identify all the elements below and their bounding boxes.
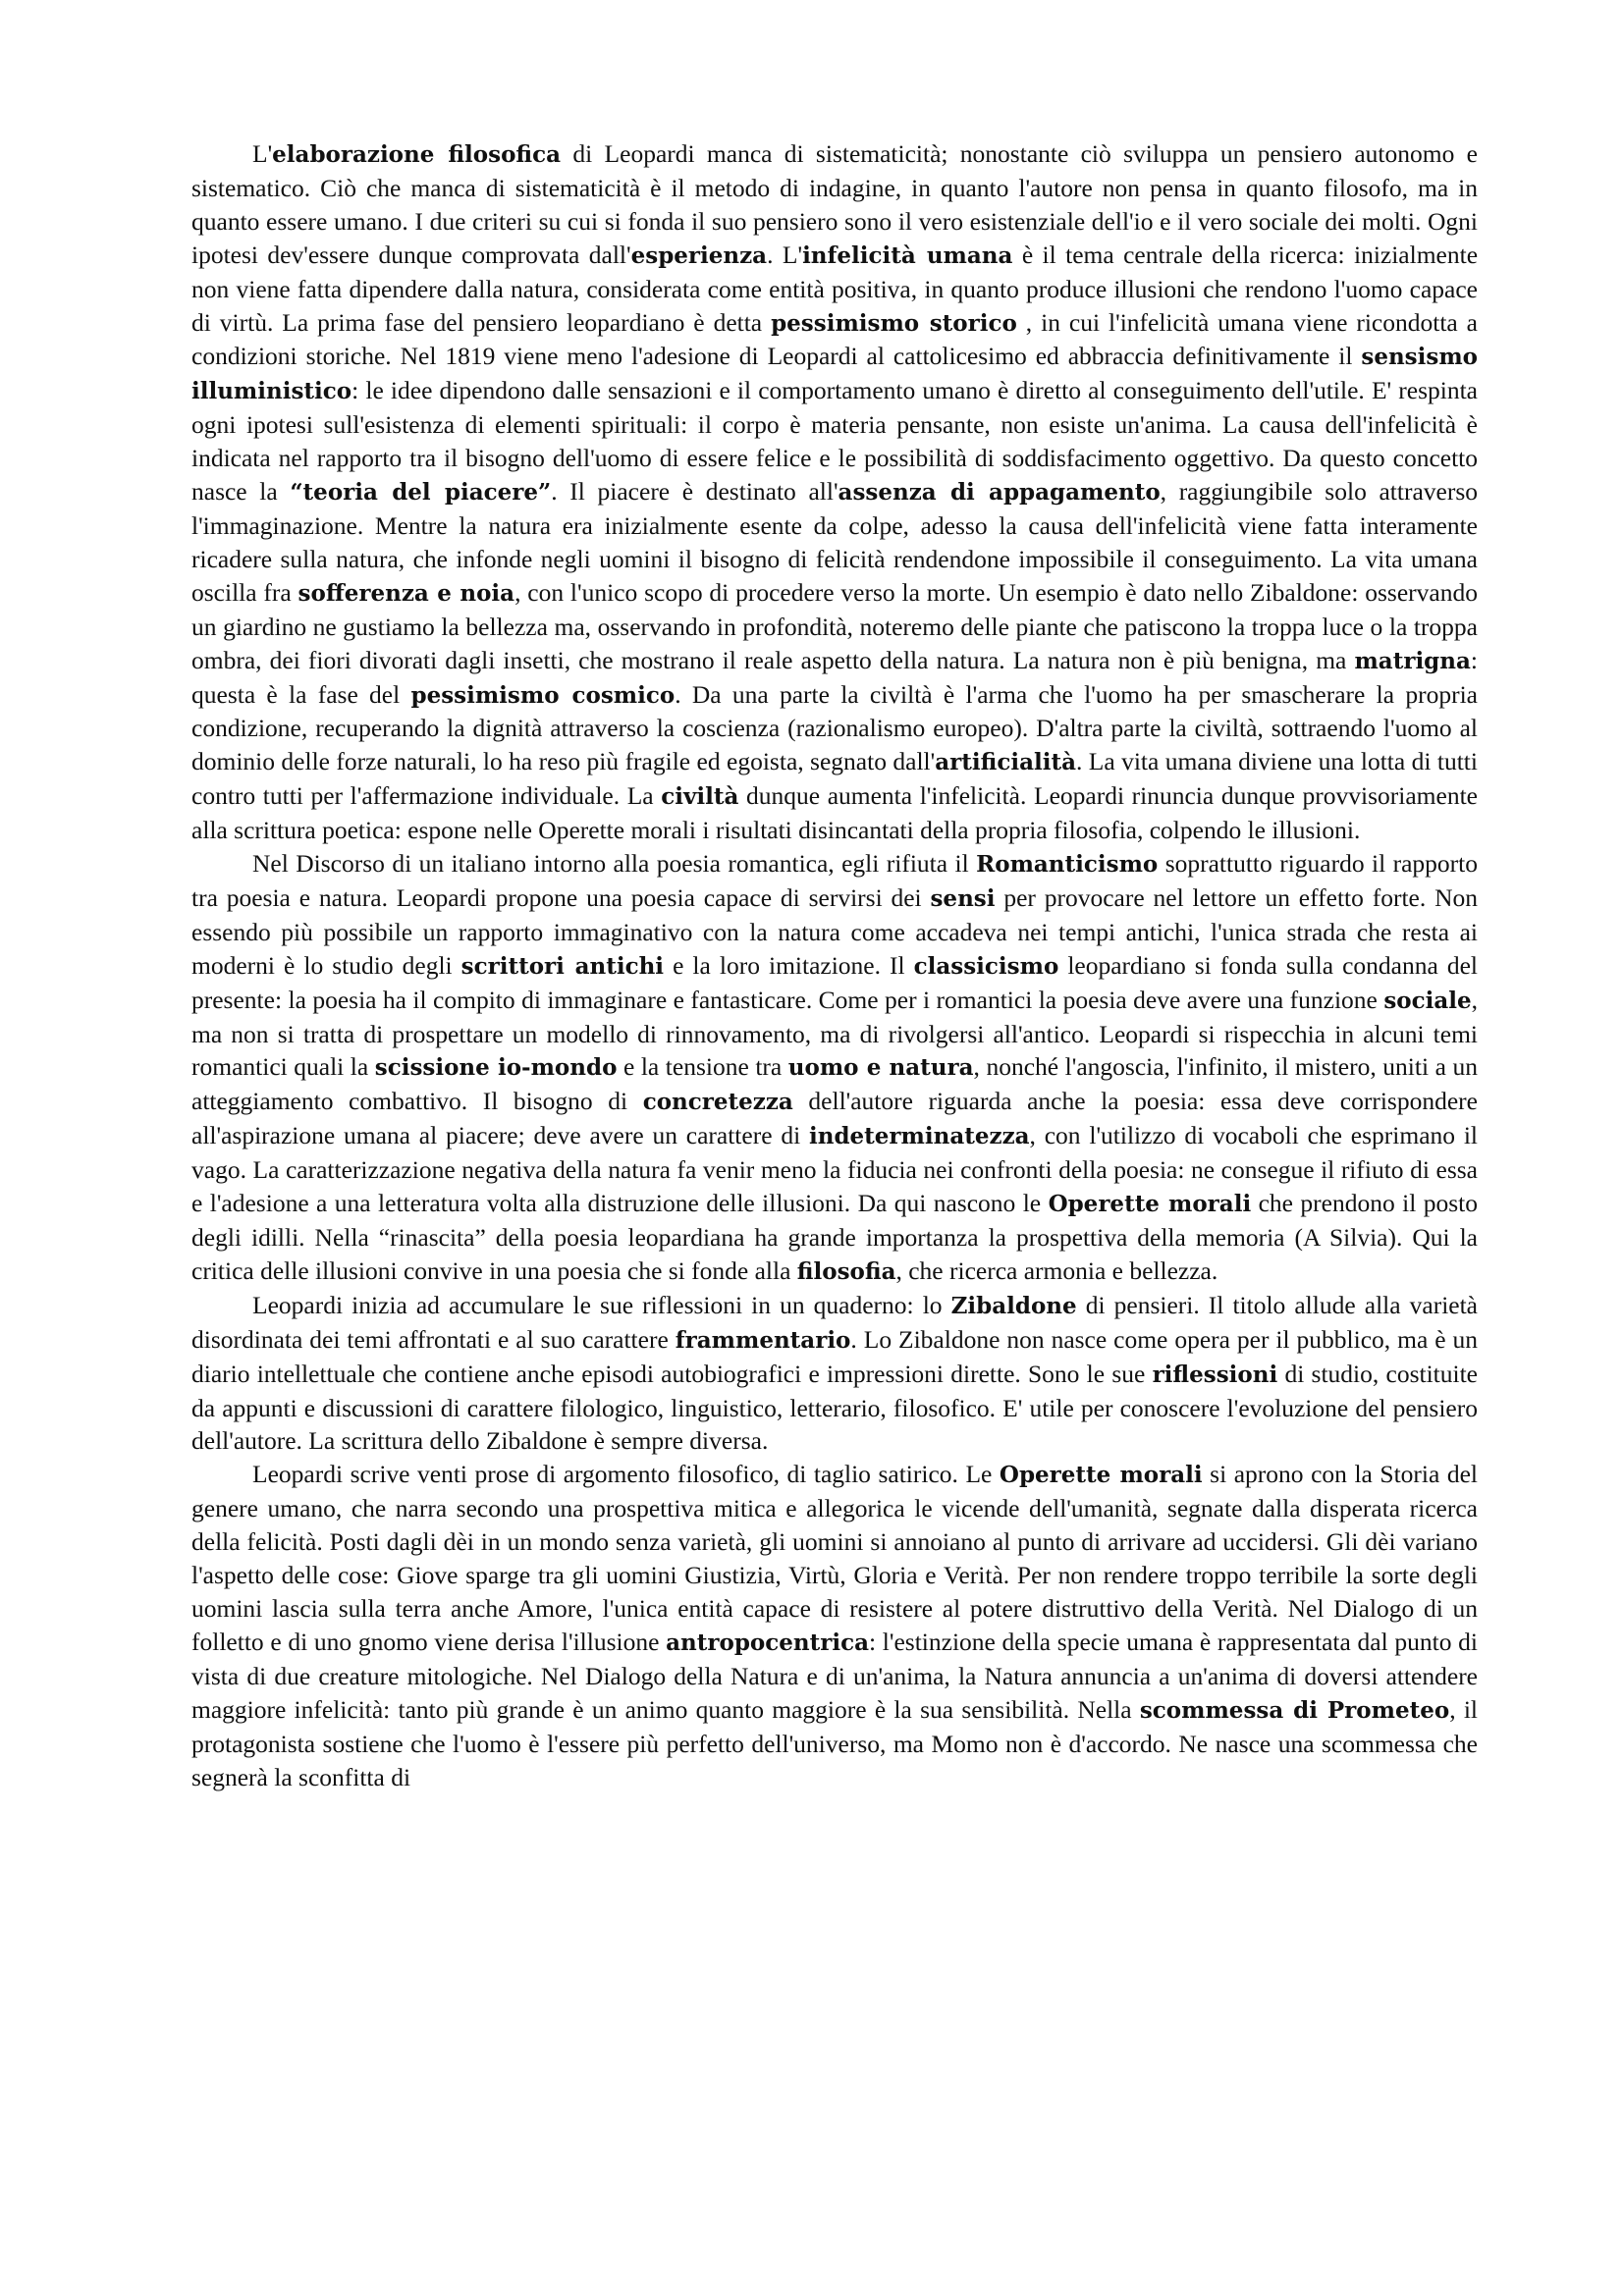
text-run: , raggiungibile solo attraverso l'immaginazione. Mentre la natura era inizialmente esente da colpe, adesso la causa dell'infelicità viene fatta interamente ricadere sulla natura, che infonde negli uomini il bisogno di felicità rendendone impossibile il conseguimento. La vita umana oscilla fra xyxy=(191,477,1478,607)
bold-term: pessimismo cosmico xyxy=(410,681,676,709)
text-run: , nonché l'angoscia, l'infinito, il mistero, uniti a un atteggiamento combattivo. Il bisogno di xyxy=(191,1052,1478,1116)
bold-term: civiltà xyxy=(661,783,739,811)
text-run: . Da una parte la civiltà è l'arma che l'uomo ha per smascherare la propria condizione, recuperando la dignità attraverso la coscienza (razionalismo europeo). D'altra parte la civiltà, sottraendo l'uomo al dominio delle forze naturali, lo ha reso più fragile ed egoista, segnato dall' xyxy=(191,679,1478,776)
bold-term: sofferenza e noia xyxy=(298,579,515,607)
text-run: . L' xyxy=(767,240,803,269)
bold-term: uomo e natura xyxy=(787,1054,974,1082)
text-run: L' xyxy=(252,139,273,168)
text-run: : le idee dipendono dalle sensazioni e il comportamento umano è diretto al conseguimento dell'utile. E' respinta ogni ipotesi sull'esistenza di elementi spirituali: il corpo è materia pensante, non esiste un'anima. La causa dell'infelicità è indicata nel rapporto tra il bisogno dell'uomo di essere felice e le possibilità di soddisfacimento oggettivo. Da questo concetto nasce la xyxy=(191,376,1478,507)
text-run: e la loro imitazione. Il xyxy=(664,950,914,980)
text-run: per provocare nel lettore un effetto forte. Non essendo più possibile un rapporto immaginativo con la natura come accadeva nei tempi antichi, l'unica strada che resta ai moderni è lo studio degli xyxy=(191,882,1478,980)
text-run: . La vita umana diviene una lotta di tutti contro tutti per l'affermazione individuale. La xyxy=(191,747,1478,811)
bold-term: sensismo illuministico xyxy=(191,344,1478,405)
text-run: : questa è la fase del xyxy=(191,645,1478,709)
bold-term: assenza di appagamento xyxy=(838,479,1161,507)
text-run: è il tema centrale della ricerca: inizialmente non viene fatta dipendere dalla natura, considerata come entità positiva, in quanto produce illusioni che rendono l'uomo capace di virtù. La prima fase del pensiero leopardiano è detta xyxy=(191,240,1479,337)
text-run: , con l'unico scopo di procedere verso la morte. Un esempio è dato nello Zibaldone: osservando un giardino ne gustiamo la bellezza ma, osservando in profondità, noteremo delle piante che patiscono la troppa luce o la troppa ombra, dei fiori divorati dagli insetti, che mostrano il reale aspetto della natura. La natura non è più benigna, ma xyxy=(191,577,1478,674)
bold-term: classicismo xyxy=(913,952,1059,980)
bold-term: filosofia xyxy=(796,1257,896,1285)
bold-term: matrigna xyxy=(1354,647,1471,674)
bold-term: pessimismo storico xyxy=(771,309,1017,337)
document-page xyxy=(191,137,1478,1793)
bold-term: antropocentrica xyxy=(666,1629,869,1656)
text-run: , in cui l'infelicità umana viene ricondotta a condizioni storiche. Nel 1819 viene meno l'adesione di Leopardi al cattolicesimo ed abbraccia definitivamente il xyxy=(191,307,1479,371)
bold-term: elaborazione filosofica xyxy=(272,141,562,168)
paragraph xyxy=(191,847,1478,1289)
paragraph xyxy=(191,1458,1478,1793)
paragraph xyxy=(191,137,1478,847)
bold-term: artificialità xyxy=(935,749,1076,776)
text-run: : l'estinzione della specie umana è rappresentata dal punto di vista di due creature mitologiche. Nel Dialogo della Natura e di un'anima, la Natura annuncia a un'anima di doversi attendere maggiore infelicità: tanto più grande è un animo quanto maggiore è la sua sensibilità. Nella xyxy=(191,1627,1478,1724)
text-run: dunque aumenta l'infelicità. Leopardi rinuncia dunque provvisoriamente alla scrittura poetica: espone nelle Operette morali i risultati disincantati della propria filosofia, colpendo le illusioni. xyxy=(191,781,1478,845)
text-run: e la tensione tra xyxy=(617,1052,788,1082)
bold-term: frammentario xyxy=(675,1326,851,1354)
text-run: . Il piacere è destinato all' xyxy=(551,477,839,507)
paragraph xyxy=(191,1289,1478,1459)
bold-term: esperienza xyxy=(630,241,768,269)
bold-term: indeterminatezza xyxy=(809,1123,1030,1150)
text-run: di studio, costituite da appunti e discussioni di carattere filologico, linguistico, letterario, filosofico. E' utile per conoscere l'evoluzione del pensiero dell'autore. La scrittura dello Zibaldone è sempre diversa. xyxy=(191,1359,1478,1456)
bold-term: scommessa di Prometeo xyxy=(1139,1696,1450,1724)
bold-term: sensi xyxy=(930,884,996,912)
bold-term: Romanticismo xyxy=(976,851,1159,879)
text-run: che prendono il posto degli idilli. Nella “rinascita” della poesia leopardiana ha grande importanza la prospettiva della memoria (A Silvia). Qui la critica delle illusioni convive in una poesia che si fonde alla xyxy=(191,1189,1479,1285)
bold-term: infelicità umana xyxy=(802,241,1013,269)
text-run: , con l'utilizzo di vocaboli che esprimano il vago. La caratterizzazione negativa della natura fa venir meno la fiducia nei confronti della poesia: ne consegue il rifiuto di essa e l'adesione a una letteratura volta alla distruzione delle illusioni. Da qui nascono le xyxy=(191,1121,1478,1218)
bold-term: scrittori antichi xyxy=(460,952,665,980)
text-run: , che ricerca armonia e bellezza. xyxy=(895,1255,1218,1285)
text-run: Leopardi inizia ad accumulare le sue riflessioni in un quaderno: lo xyxy=(252,1290,951,1319)
text-run: di Leopardi manca di sistematicità; nonostante ciò sviluppa un pensiero autonomo e sistematico. Ciò che manca di sistematicità è il metodo di indagine, in quanto l'autore non pensa in quanto filosofo, ma in quanto essere umano. I due criteri su cui si fonda il suo pensiero sono il vero esistenziale dell'io e il vero sociale dei molti. Ogni ipotesi dev'essere dunque comprovata dall' xyxy=(191,139,1478,269)
text-run: Nel Discorso di un italiano intorno alla poesia romantica, egli rifiuta il xyxy=(252,849,977,879)
bold-term: scissione io-mondo xyxy=(374,1054,618,1082)
text-run: di pensieri. Il titolo allude alla varietà disordinata dei temi affrontati e al suo carattere xyxy=(191,1290,1478,1354)
text-run: si aprono con la Storia del genere umano, che narra secondo una prospettiva mitica e allegorica le vicende dell'umanità, segnate dalla disperata ricerca della felicità. Posti dagli dèi in un mondo senza varietà, gli uomini si annoiano al punto di arrivare ad uccidersi. Gli dèi variano l'aspetto delle cose: Giove sparge tra gli uomini Giustizia, Virtù, Gloria e Verità. Per non rendere troppo terribile la sorte degli uomini lascia sulla terra anche Amore, l'unica entità capace di resistere al potere distruttivo della Verità. Nel Dialogo di un folletto e di uno gnomo viene derisa l'illusione xyxy=(191,1460,1479,1656)
bold-term: concretezza xyxy=(642,1089,793,1116)
text-run: , il protagonista sostiene che l'uomo è l'essere più perfetto dell'universo, ma Momo non è d'accordo. Ne nasce una scommessa che segnerà la sconfitta di xyxy=(191,1694,1478,1791)
bold-term: Operette morali xyxy=(1048,1191,1252,1218)
bold-term: Zibaldone xyxy=(950,1292,1077,1319)
text-run: Leopardi scrive venti prose di argomento filosofico, di taglio satirico. Le xyxy=(252,1460,1000,1489)
text-run: , ma non si tratta di prospettare un modello di rinnovamento, ma di rivolgersi all'antico. Leopardi si rispecchia in alcuni temi romantici quali la xyxy=(191,985,1478,1082)
bold-term: sociale xyxy=(1383,987,1472,1014)
bold-term: “teoria del piacere” xyxy=(290,479,552,507)
bold-term: Operette morali xyxy=(999,1462,1203,1489)
text-run: leopardiano si fonda sulla condanna del presente: la poesia ha il compito di immaginare e fantasticare. Come per i romantici la poesia deve avere una funzione xyxy=(191,950,1478,1014)
text-run: soprattutto riguardo il rapporto tra poesia e natura. Leopardi propone una poesia capace di servirsi dei xyxy=(191,849,1479,912)
text-run: dell'autore riguarda anche la poesia: essa deve corrispondere all'aspirazione umana al piacere; deve avere un carattere di xyxy=(191,1087,1478,1150)
text-run: . Lo Zibaldone non nasce come opera per il pubblico, ma è un diario intellettuale che contiene anche episodi autobiografici e impressioni dirette. Sono le sue xyxy=(191,1324,1479,1388)
bold-term: riflessioni xyxy=(1152,1361,1278,1388)
